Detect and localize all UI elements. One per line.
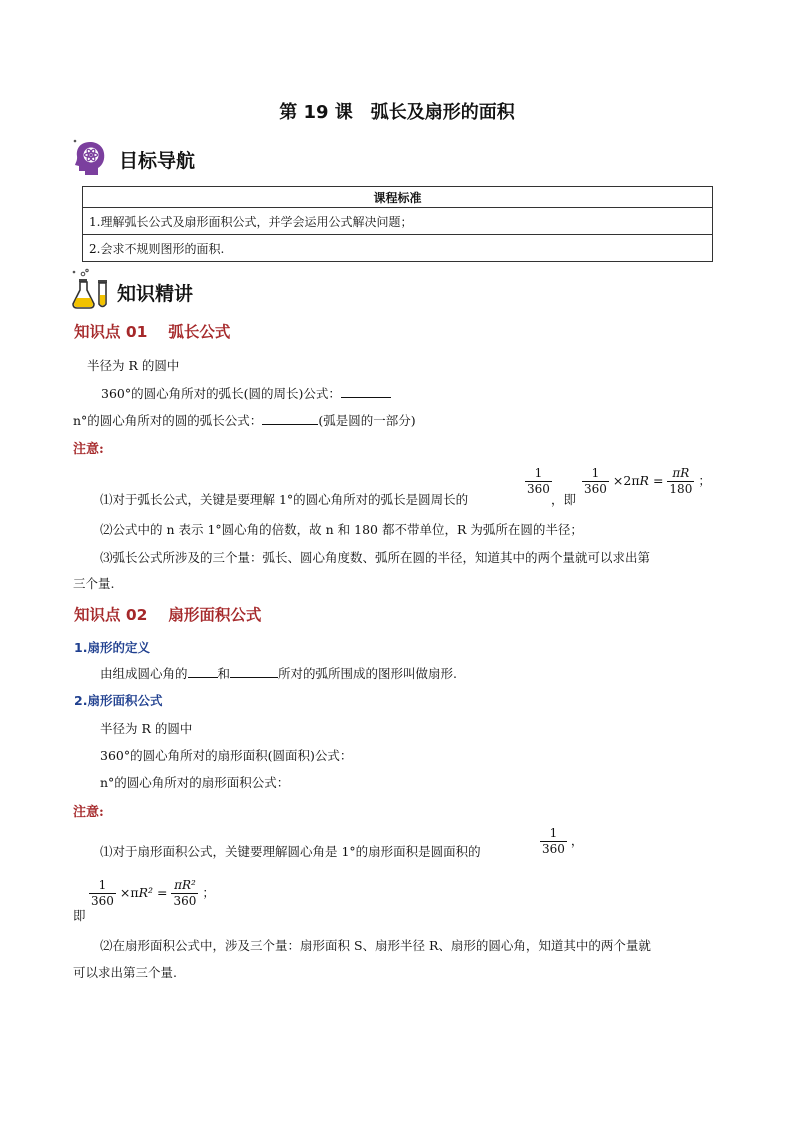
frac-den: 360	[542, 842, 565, 856]
kp1-note1-ji: ，即	[551, 492, 577, 507]
table-header: 课程标准	[83, 187, 713, 208]
kp2-note1-ji: 即	[73, 908, 86, 923]
frac-num: πR	[672, 466, 690, 480]
equals-sign: =	[157, 885, 168, 900]
head-brain-atom-icon	[72, 138, 108, 179]
kp1-note1	[100, 490, 468, 508]
frac-den: 360	[584, 482, 607, 496]
def-part2: 和	[217, 666, 231, 681]
formula-1-over-360	[525, 466, 552, 497]
frac-den: 360	[527, 482, 550, 496]
kp1-note-label: 注意:	[73, 442, 104, 457]
blank-circumference	[341, 385, 391, 398]
two-pi: 2π	[623, 473, 640, 488]
kp2-line2: 360°的圆心角所对的扇形面积(圆面积)公式：	[100, 748, 353, 763]
kp2-note2-line1: ⑵在扇形面积公式中，涉及三个量：扇形面积 S、扇形半径 R、扇形的圆心角，知道其中的两个量就	[100, 938, 651, 953]
kp2-definition	[100, 664, 457, 682]
kp2-sub-formula: 2.扇形面积公式	[74, 693, 163, 708]
page-title: 第 19 课 弧长及扇形的面积	[279, 102, 515, 123]
blank-def-2	[230, 665, 278, 678]
semicolon: ；	[202, 885, 215, 900]
formula-sector-area	[89, 878, 215, 909]
section-heading-goals: 目标导航	[119, 150, 196, 172]
kp1-line3-text: n°的圆心角所对的圆的弧长公式：	[73, 413, 263, 428]
frac-num: 1	[591, 466, 600, 480]
course-standard-table	[82, 186, 713, 262]
kp1-note2: ⑵公式中的 n 表示 1°圆心角的倍数，故 n 和 180 都不带单位，R 为弧所在圆的半径；	[100, 522, 583, 537]
times-sign: ×	[612, 473, 624, 488]
def-part1: 由组成圆心角的	[100, 666, 188, 681]
frac-den: 360	[173, 894, 197, 908]
kp2-title: 知识点 02 扇形面积公式	[74, 606, 262, 624]
semicolon: ；	[698, 473, 711, 488]
table-row: 2.会求不规则图形的面积.	[83, 235, 713, 262]
frac-num: 1	[98, 878, 107, 892]
head-lab-flask-icon	[70, 268, 112, 313]
radius-squared: R²	[138, 885, 154, 900]
kp1-line2	[101, 384, 391, 402]
equals-sign: =	[652, 473, 664, 488]
blank-def-1	[188, 665, 218, 678]
kp2-sub-definition: 1.扇形的定义	[74, 640, 150, 655]
comma: ，	[570, 833, 584, 848]
radius-symbol: R	[639, 473, 649, 488]
kp1-line3	[73, 411, 416, 429]
kp2-note-label: 注意:	[73, 805, 104, 820]
kp2-note2-line2: 可以求出第三个量.	[73, 965, 177, 980]
times-sign: ×	[119, 885, 131, 900]
def-part3: 所对的弧所围成的图形叫做扇形.	[278, 666, 458, 681]
kp2-line3: n°的圆心角所对的扇形面积公式：	[100, 775, 290, 790]
kp1-note1-text: ⑴对于弧长公式，关键是要理解 1°的圆心角所对的弧长是圆周长的	[100, 492, 469, 507]
formula-arc-length	[582, 466, 711, 497]
kp1-line2-text: 360°的圆心角所对的弧长(圆的周长)公式：	[101, 386, 341, 401]
frac-num: 1	[534, 466, 543, 480]
frac-den: 360	[91, 894, 114, 908]
kp1-note3-line1: ⑶弧长公式所涉及的三个量：弧长、圆心角度数、弧所在圆的半径，知道其中的两个量就可以求出第	[100, 550, 651, 565]
pi: π	[130, 885, 139, 900]
kp1-note3-line2: 三个量.	[73, 576, 115, 591]
section-heading-knowledge: 知识精讲	[117, 283, 194, 305]
table-row: 1.理解弧长公式及扇形面积公式，并学会运用公式解决问题；	[83, 208, 713, 235]
kp1-line3-paren: (弧是圆的一部分)	[318, 413, 416, 428]
frac-num: πR²	[174, 878, 196, 892]
kp2-line1: 半径为 R 的圆中	[100, 721, 193, 736]
kp2-note1: ⑴对于扇形面积公式，关键要理解圆心角是 1°的扇形面积是圆面积的	[100, 844, 481, 859]
frac-num: 1	[549, 826, 558, 840]
frac-den: 180	[669, 482, 693, 496]
kp1-line1: 半径为 R 的圆中	[87, 358, 180, 373]
formula-1-over-360-b	[540, 826, 583, 857]
kp1-title: 知识点 01 弧长公式	[74, 323, 231, 341]
blank-arc-length	[262, 412, 318, 425]
